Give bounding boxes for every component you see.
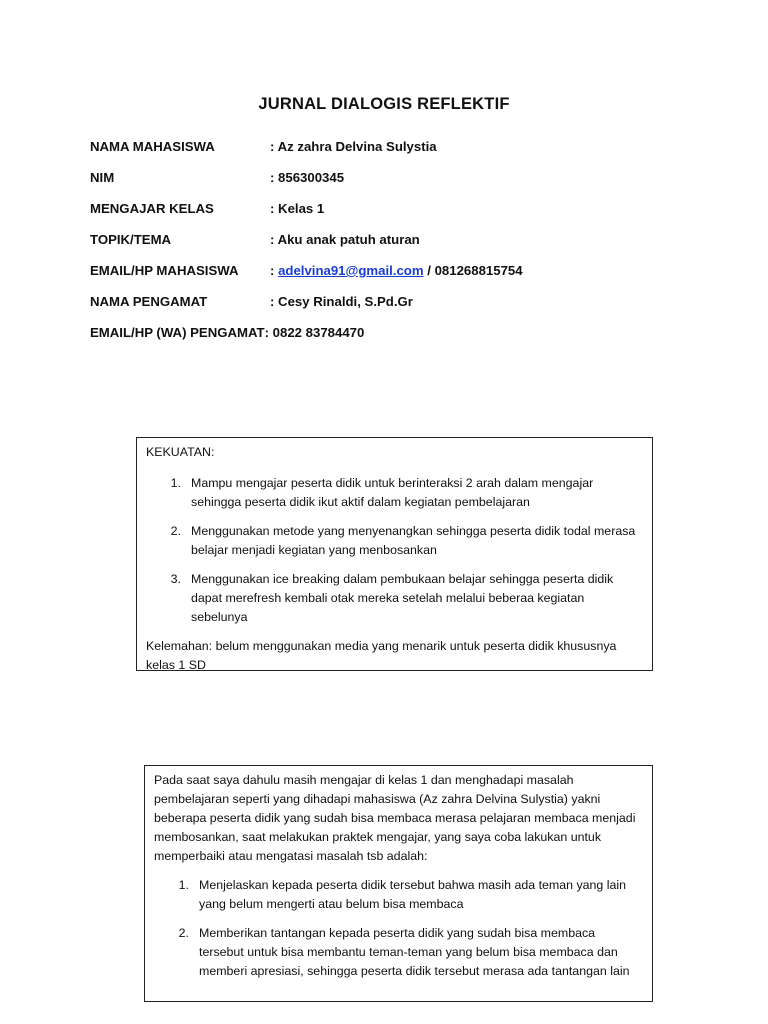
info-label: NIM bbox=[90, 170, 115, 185]
kelemahan-text: Kelemahan: belum menggunakan media yang menarik untuk peserta didik khususnya kelas 1 SD bbox=[146, 639, 617, 672]
list-number: 2. bbox=[178, 926, 189, 940]
info-value: : Cesy Rinaldi, S.Pd.Gr bbox=[270, 294, 413, 309]
email-link[interactable]: adelvina91@gmail.com bbox=[278, 263, 424, 278]
list-text: Menjelaskan kepada peserta didik tersebut bahwa masih ada teman yang lain yang belum mengerti atau belum bisa membaca bbox=[199, 878, 627, 911]
list-item bbox=[154, 876, 643, 914]
kekuatan-heading: KEKUATAN: bbox=[146, 445, 215, 459]
info-row-nama-pengamat bbox=[90, 286, 650, 317]
info-value bbox=[270, 263, 523, 278]
info-row-mengajar-kelas bbox=[90, 193, 650, 224]
pengamat-reflection-box bbox=[144, 765, 653, 1002]
info-row-nama-mahasiswa bbox=[90, 131, 650, 162]
info-label: MENGAJAR KELAS bbox=[90, 201, 214, 216]
list-item bbox=[154, 924, 643, 981]
kekuatan-box bbox=[136, 437, 653, 671]
list-number: 2. bbox=[170, 524, 181, 538]
info-label: NAMA MAHASISWA bbox=[90, 139, 215, 154]
info-value: : Kelas 1 bbox=[270, 201, 325, 216]
list-item bbox=[146, 522, 643, 560]
info-value: : Az zahra Delvina Sulystia bbox=[270, 139, 437, 154]
info-label: EMAIL/HP (WA) PENGAMAT bbox=[90, 325, 265, 340]
student-info-section bbox=[90, 131, 650, 348]
info-label: TOPIK/TEMA bbox=[90, 232, 172, 247]
list-number: 3. bbox=[170, 572, 181, 586]
info-value: : 856300345 bbox=[270, 170, 345, 185]
reflection-intro: Pada saat saya dahulu masih mengajar di kelas 1 dan menghadapi masalah pembelajaran seperti yang dihadapi mahasiswa (Az zahra Delvina Sulystia) yakni beberapa peserta didik yang sudah bisa membaca merasa pelajaran membaca menjadi membosankan, saat melakukan praktek mengajar, yang saya coba lakukan untuk memperbaiki atau mengatasi masalah tsb adalah: bbox=[154, 773, 636, 863]
list-number: 1. bbox=[170, 476, 181, 490]
document-title: JURNAL DIALOGIS REFLEKTIF bbox=[258, 95, 510, 113]
list-item bbox=[146, 474, 643, 512]
email-prefix: : bbox=[270, 263, 279, 278]
info-row-email-pengamat bbox=[90, 317, 650, 348]
info-value: : Aku anak patuh aturan bbox=[270, 232, 420, 247]
list-number: 1. bbox=[178, 878, 189, 892]
list-text: Mampu mengajar peserta didik untuk berinteraksi 2 arah dalam mengajar sehingga peserta didik ikut aktif dalam kegiatan pembelajaran bbox=[191, 476, 594, 509]
reflection-list bbox=[154, 876, 643, 981]
list-item bbox=[146, 570, 643, 627]
info-row-topik bbox=[90, 224, 650, 255]
info-value: : 0822 83784470 bbox=[264, 325, 365, 340]
phone-number: / 081268815754 bbox=[423, 263, 523, 278]
info-label: EMAIL/HP MAHASISWA bbox=[90, 263, 239, 278]
list-text: Menggunakan metode yang menyenangkan sehingga peserta didik todal merasa belajar menjadi kegiatan yang menbosankan bbox=[191, 524, 636, 557]
info-row-nim bbox=[90, 162, 650, 193]
kekuatan-list bbox=[146, 474, 643, 627]
list-text: Menggunakan ice breaking dalam pembukaan belajar sehingga peserta didik dapat merefresh kembali otak mereka setelah melalui beberaa kegiatan sebelunya bbox=[191, 572, 614, 624]
list-text: Memberikan tantangan kepada peserta didik yang sudah bisa membaca tersebut untuk bisa membantu teman-teman yang belum bisa membaca dan memberi apresiasi, sehingga peserta didik tersebut merasa ada tantangan lain bbox=[199, 926, 630, 978]
info-row-email-mahasiswa bbox=[90, 255, 650, 286]
info-label: NAMA PENGAMAT bbox=[90, 294, 208, 309]
